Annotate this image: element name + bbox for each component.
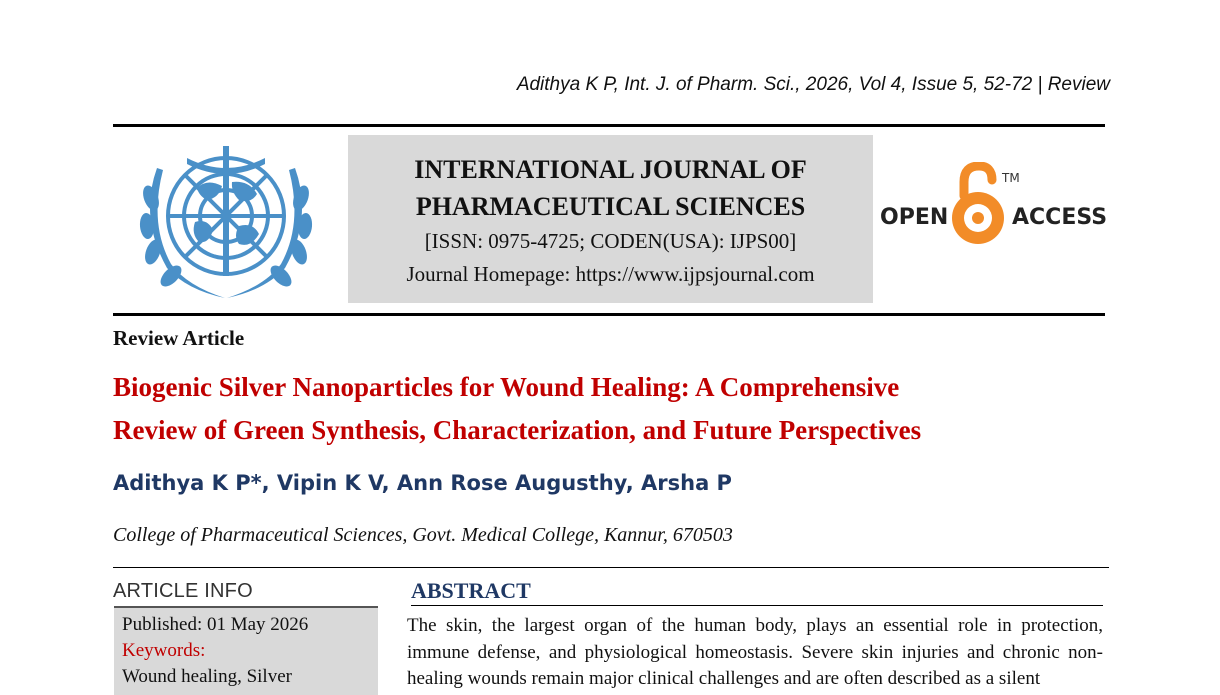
author-list: Adithya K P*, Vipin K V, Ann Rose Augusthy, Arsha P [113, 471, 732, 495]
journal-name-line1: INTERNATIONAL JOURNAL OF [414, 155, 807, 184]
article-title-line2: Review of Green Synthesis, Characterization, and Future Perspectives [113, 415, 922, 445]
keywords-label: Keywords: [122, 640, 206, 661]
journal-masthead [348, 135, 873, 303]
open-access-logo-icon [878, 162, 1110, 254]
open-access-left-word: OPEN [880, 205, 949, 230]
section-divider [113, 567, 1109, 568]
author-affiliation: College of Pharmaceutical Sciences, Govt. Medical College, Kannur, 670503 [113, 524, 733, 546]
top-rule [113, 124, 1105, 127]
masthead-bottom-rule [113, 313, 1105, 316]
article-info-box [114, 606, 378, 695]
article-title-line1: Biogenic Silver Nanoparticles for Wound Healing: A Comprehensive [113, 372, 900, 402]
published-date: Published: 01 May 2026 [122, 614, 309, 635]
journal-homepage[interactable]: Journal Homepage: https://www.ijpsjournal.com [406, 262, 815, 286]
journal-emblem-icon [127, 138, 325, 306]
article-info-heading: ARTICLE INFO [113, 580, 253, 602]
padlock-icon [952, 166, 1004, 244]
keywords-value: Wound healing, Silver [122, 666, 292, 687]
article-type: Review Article [113, 326, 245, 350]
abstract-text: The skin, the largest organ of the human body, plays an essential role in protection, immune defense, and physiological homeostasis. Severe skin injuries and chronic non-healing wounds remain major clinical challenges and are often described as a silent [407, 615, 1103, 689]
open-access-right-word: ACCESS [1012, 205, 1108, 230]
journal-issn: [ISSN: 0975-4725; CODEN(USA): IJPS00] [424, 229, 797, 253]
trademark-mark: TM [1002, 171, 1020, 185]
abstract-heading: ABSTRACT [411, 578, 1103, 606]
journal-name-line2: PHARMACEUTICAL SCIENCES [415, 192, 806, 221]
article-title [113, 366, 1113, 452]
running-head: Adithya K P, Int. J. of Pharm. Sci., 2026, Vol 4, Issue 5, 52-72 | Review [516, 74, 1110, 95]
